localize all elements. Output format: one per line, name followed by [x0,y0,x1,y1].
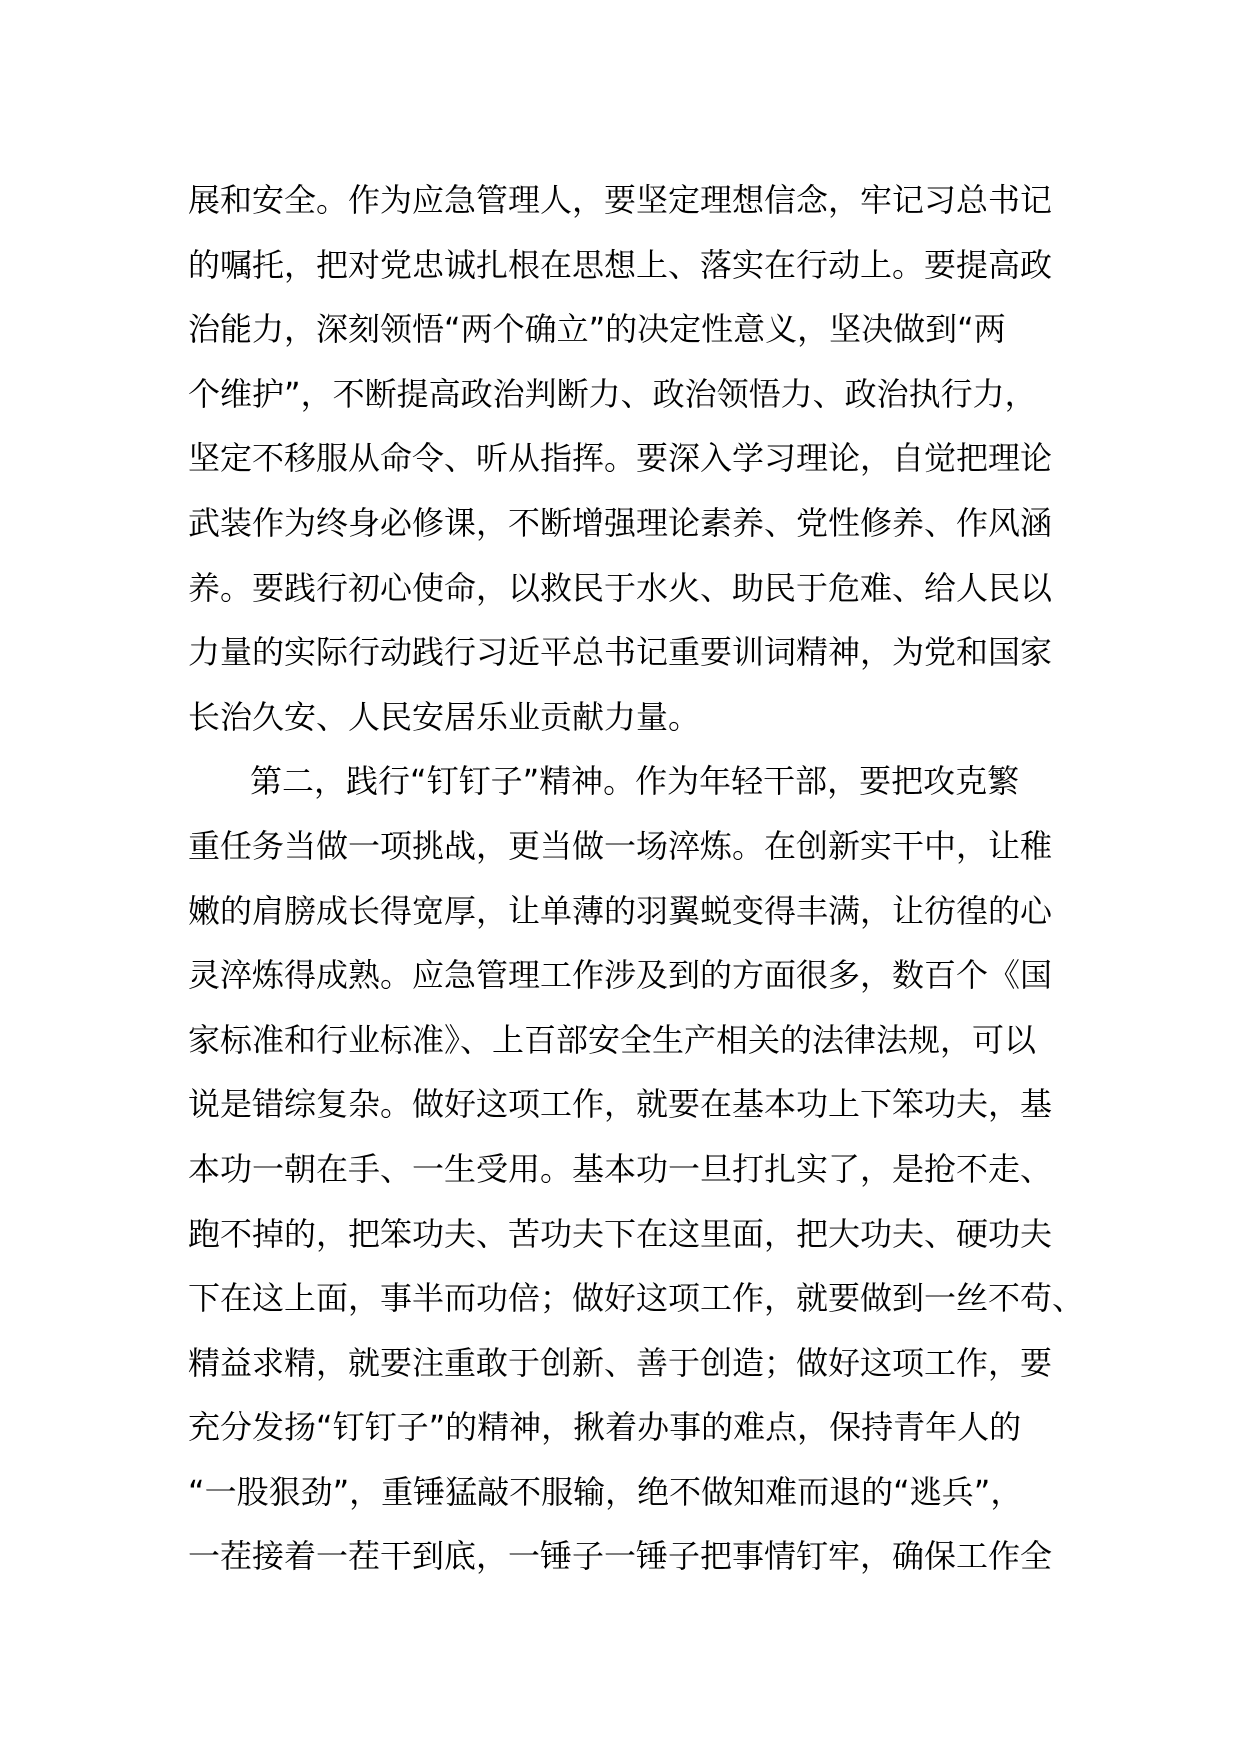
text-line: 下在这上面，事半而功倍；做好这项工作，就要做到一丝不苟、 [188,1279,1085,1318]
text-line: 个维护”，不断提高政治判断力、政治领悟力、政治执行力， [188,374,1037,413]
text-line: 跑不掉的，把笨功夫、苦功夫下在这里面，把大功夫、硬功夫 [188,1214,1053,1253]
text-line: 嫩的肩膀成长得宽厚，让单薄的羽翼蜕变得丰满，让彷徨的心 [188,891,1053,930]
text-line: 治能力，深刻领悟“两个确立”的决定性意义，坚决做到“两 [188,310,1006,349]
paragraph-start-line: 第二，践行“钉钉子”精神。作为年轻干部，要把攻克繁 [250,762,1020,801]
text-line: 养。要践行初心使命，以救民于水火、助民于危难、给人民以 [188,568,1053,607]
text-line: 的嘱托，把对党忠诚扎根在思想上、落实在行动上。要提高政 [188,245,1053,284]
text-line: 力量的实际行动践行习近平总书记重要训词精神，为党和国家 [188,633,1053,672]
text-line: 充分发扬“钉钉子”的精神，揪着办事的难点，保持青年人的 [188,1408,1022,1447]
text-line: 精益求精，就要注重敢于创新、善于创造；做好这项工作，要 [188,1343,1053,1382]
text-line: “一股狠劲”，重锤猛敲不服输，绝不做知难而退的“逃兵”， [188,1472,1023,1511]
text-line: 重任务当做一项挑战，更当做一场淬炼。在创新实干中，让稚 [188,826,1053,865]
text-line: 灵淬炼得成熟。应急管理工作涉及到的方面很多，数百个《国 [188,956,1053,995]
text-line: 武装作为终身必修课，不断增强理论素养、党性修养、作风涵 [188,503,1053,542]
body-text [188,168,1088,1589]
text-line: 一茬接着一茬干到底，一锤子一锤子把事情钉牢，确保工作全 [188,1537,1053,1576]
text-line: 本功一朝在手、一生受用。基本功一旦打扎实了，是抢不走、 [188,1149,1053,1188]
text-line: 说是错综复杂。做好这项工作，就要在基本功上下笨功夫，基 [188,1085,1053,1124]
text-line: 坚定不移服从命令、听从指挥。要深入学习理论，自觉把理论 [188,439,1053,478]
text-line: 长治久安、人民安居乐业贡献力量。 [188,697,701,736]
text-line: 家标准和行业标准》、上百部安全生产相关的法律法规，可以 [188,1020,1037,1059]
text-line: 展和安全。作为应急管理人，要坚定理想信念，牢记习总书记 [188,181,1053,219]
